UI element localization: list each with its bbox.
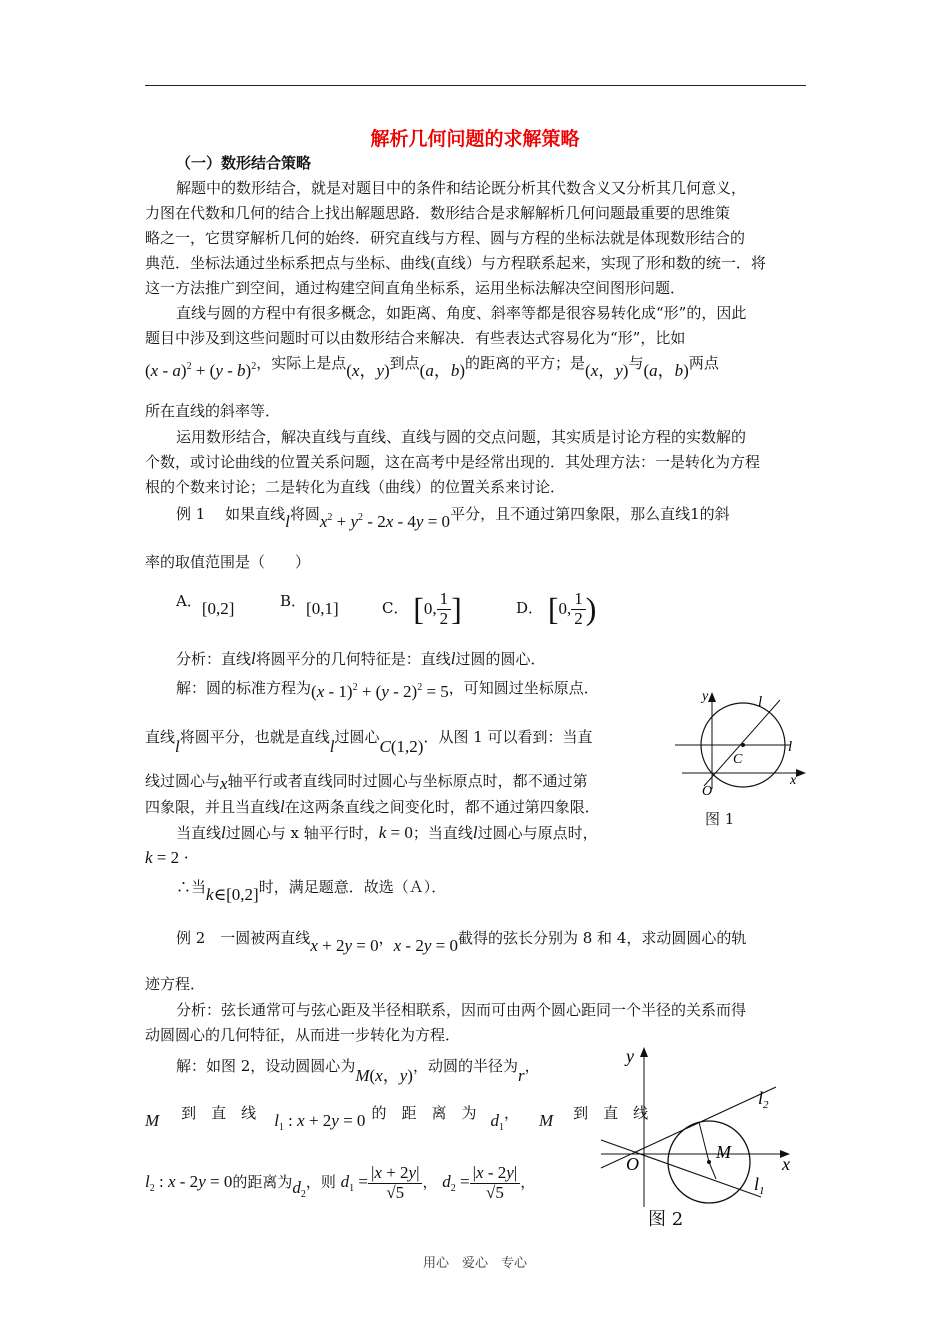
svg-text:x: x xyxy=(790,773,797,788)
option-a: A．[0,2] xyxy=(176,592,235,618)
example1-solution-1: 解：圆的标准方程为(x - 1)$^2$ + (y - 2)$^2$ = 5，可知圆过坐标原点． xyxy=(176,679,599,701)
example2-analysis: 动圆圆心的几何特征，从而进一步转化为方程． xyxy=(145,1026,461,1044)
svg-text:l2: $l_2$ xyxy=(758,1088,769,1111)
svg-text:l1: $l_1$ xyxy=(754,1174,765,1197)
p1-line: 力图在代数和几何的结合上找出解题思路．数形结合是求解解析几何问题最重要的思维策 xyxy=(145,204,731,222)
svg-text:y: y xyxy=(702,689,709,704)
circle-equation: $x^2 + y^2 - 2x - 4y = 0$ xyxy=(319,512,451,531)
example1-solution-2: 直线l将圆平分，也就是直线l过圆心C(1,2)．从图 1 可以看到：当直 xyxy=(145,728,593,756)
p1-line: 这一方法推广到空间，通过构建空间直角坐标系，运用坐标法解决空间图形问题． xyxy=(145,279,686,297)
example2-analysis: 分析：弦长通常可与弦心距及半径相联系，因而可由两个圆心距同一个半径的关系而得 xyxy=(176,1001,747,1019)
p2-end: 所在直线的斜率等． xyxy=(145,402,281,420)
option-d: D． [0, $\frac{1}{2}$ ) xyxy=(516,589,597,628)
svg-text:l: l xyxy=(788,739,793,755)
line-l1 xyxy=(601,1140,761,1197)
svg-text:x: x xyxy=(782,1154,790,1174)
example2-question: 迹方程． xyxy=(145,975,206,993)
figure-1 xyxy=(672,684,812,834)
p2-line: 直线与圆的方程中有很多概念，如距离、角度、斜率等都是很容易转化成“形”的，因此 xyxy=(176,304,747,322)
p3-line: 运用数形结合，解决直线与直线、直线与圆的交点问题，其实质是讨论方程的实数解的 xyxy=(176,428,747,446)
point-ab: (a，b) xyxy=(643,361,689,380)
svg-text:M: M xyxy=(716,1142,731,1162)
option-c: C． [0, $\frac{1}{2}$ ] xyxy=(382,589,462,628)
p1-line: 解题中的数形结合，就是对题目中的条件和结论既分析其代数含义又分析其几何意义， xyxy=(176,179,747,197)
svg-text:y: y xyxy=(626,1046,634,1066)
example1-solution-5: 当直线l过圆心与 x 轴平行时，k = 0；当直线l过圆心与原点时， xyxy=(176,823,598,842)
figure-2-caption: 图 2 xyxy=(648,1209,684,1230)
example1-question: 率的取值范围是（ ） xyxy=(145,553,311,571)
p3-line: 个数，或讨论曲线的位置关系问题，这在高考中是经常出现的．其处理方法：一是转化为方程 xyxy=(145,453,761,471)
example1-analysis: 分析：直线l将圆平分的几何特征是：直线l过圆的圆心． xyxy=(176,649,546,668)
point-xy: (x，y) xyxy=(346,361,390,380)
example2-solution-2: M 到 直 线 $l_1$ : x + 2y = 0 的 距 离 为 $d_1$， M 到 直 线 xyxy=(145,1104,649,1133)
p1-line: 典范．坐标法通过坐标系把点与坐标、曲线(直线）与方程联系起来，实现了形和数的统一．将 xyxy=(145,254,766,272)
example2-solution-1: 解：如图 2，设动圆圆心为M(x，y)，动圆的半径为r， xyxy=(176,1057,540,1085)
page-title: 解析几何问题的求解策略 xyxy=(370,128,580,150)
figure-1-caption: 图 1 xyxy=(705,810,735,828)
distance-expression: (x - a)$^2$ + (y - b)$^2$ xyxy=(145,361,257,380)
svg-text:l: l xyxy=(758,694,763,710)
p2-formula-line: (x - a)$^2$ + (y - b)$^2$，实际上是点(x，y)到点(a，b)的距离的平方；是(x，y)与(a，b)两点 xyxy=(145,354,719,380)
svg-text:O: O xyxy=(702,784,713,799)
example1-solution-3: 线过圆心与x轴平行或者直线同时过圆心与坐标原点时，都不通过第 xyxy=(145,772,588,793)
figure-2 xyxy=(596,1042,806,1242)
p1-line: 略之一，它贯穿解析几何的始终．研究直线与方程、圆与方程的坐标法就是体现数形结合的 xyxy=(145,229,746,247)
example2-solution-3: $l_2$ : x - 2y = 0的距离为$d_2$，则 $d_1$ = $\frac{|x + 2y|}{√5}$ ， $d_2$ = $\frac{|x - 2y|}{√5}$ ， xyxy=(145,1163,536,1202)
point-ab: (a，b) xyxy=(419,361,466,380)
example2-statement: 例 2 一圆被两直线x + 2y = 0，x - 2y = 0截得的弦长分别为 8 和 4，求动圆圆心的轨 xyxy=(176,929,747,955)
k-equals-2: k = 2 · xyxy=(145,848,190,867)
svg-text:C: C xyxy=(733,752,743,767)
p3-line: 根的个数来讨论；二是转化为直线（曲线）的位置关系来讨论． xyxy=(145,478,566,496)
p2-line: 题目中涉及到这些问题时可以由数形结合来解决．有些表达式容易化为“形”，比如 xyxy=(145,329,686,347)
point-xy: (x，y) xyxy=(585,361,629,380)
page-footer: 用心 爱心 专心 xyxy=(422,1256,527,1271)
example1-solution-4: 四象限，并且当直线l在这两条直线之间变化时，都不通过第四象限． xyxy=(145,797,600,816)
option-b: B．[0,1] xyxy=(280,592,339,618)
example1-conclusion: ∴当k∈[0,2]时，满足题意．故选（Ａ）． xyxy=(176,878,447,904)
section-heading: （一）数形结合策略 xyxy=(176,154,312,172)
svg-text:O: O xyxy=(626,1154,639,1174)
example1-statement: 例 1 如果直线l将圆$x^2 + y^2 - 2x - 4y = 0$平分，且不通过第四象限，那么直线1的斜 xyxy=(176,505,730,531)
header-rule xyxy=(145,85,806,86)
